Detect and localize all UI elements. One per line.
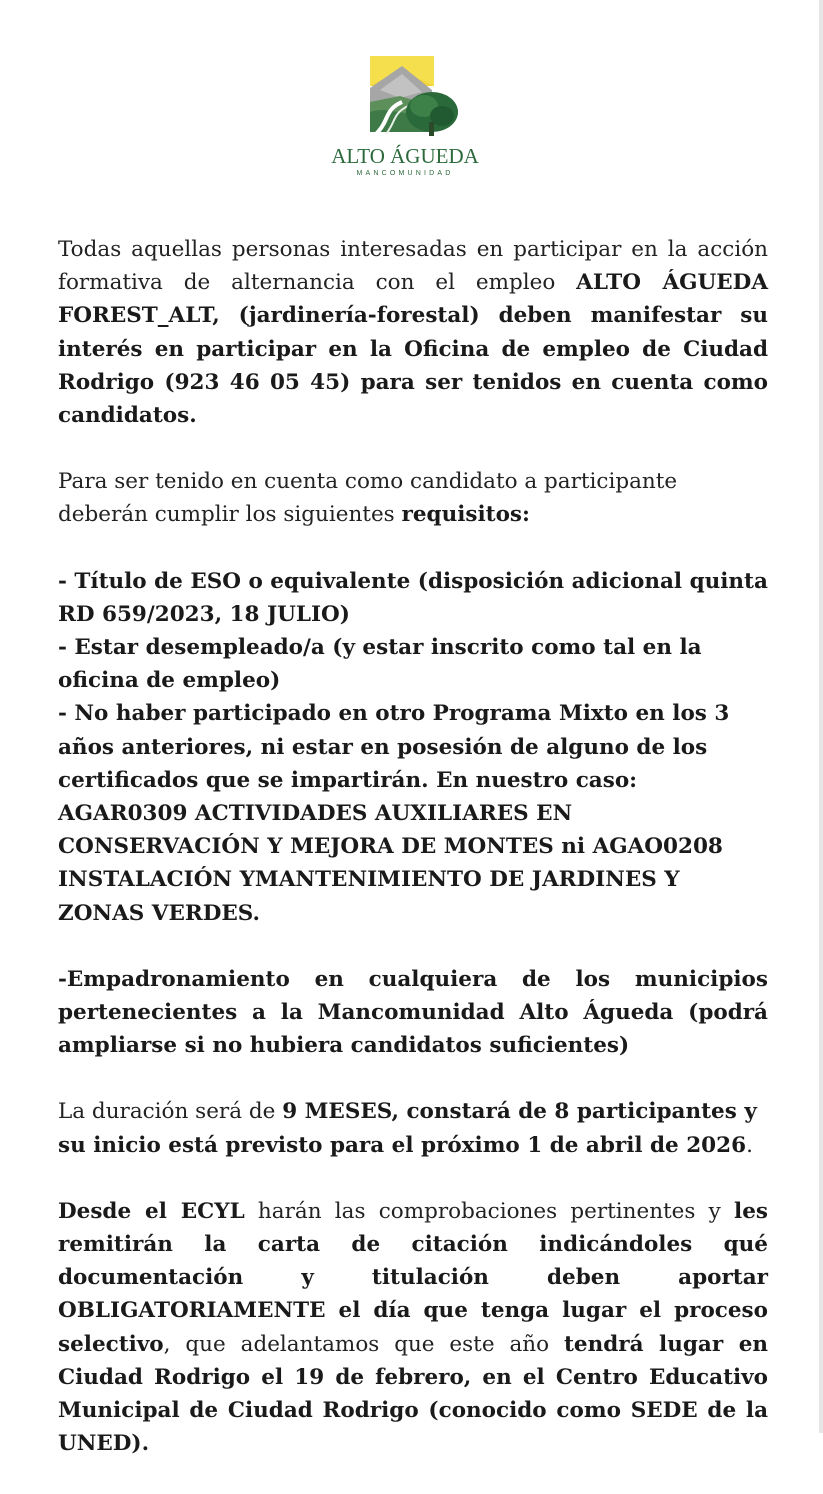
logo-name: ALTO ÁGUEDA <box>331 144 479 168</box>
ecyl-bold-3: tendrá lugar en Ciudad Rodrigo el 19 de febrero, en el Centro Educativo Municipal de Ciudad Rodrigo (conocido como SEDE de la UNED). <box>58 1331 769 1457</box>
requirement-2: - Estar desempleado/a (y estar inscrito como tal en la oficina de empleo) <box>58 635 702 694</box>
requirements-heading: requisitos: <box>401 502 530 528</box>
ecyl-bold-1: Desde el ECYL <box>58 1198 245 1224</box>
duration-end: . <box>746 1132 753 1158</box>
intro-bold: ALTO ÁGUEDA FOREST_ALT, (jardinería-forestal) deben manifestar su interés en participar en la Oficina de empleo de Ciudad Rodrigo (923 46 05 45) para ser tenidos en cuenta como candidatos. <box>58 270 768 429</box>
requirements-intro-paragraph <box>58 465 768 531</box>
logo-mark-icon <box>330 50 480 142</box>
requirement-item <box>58 697 768 929</box>
announcement-body <box>58 233 768 1494</box>
requirement-item <box>58 631 768 697</box>
requirement-3: - No haber participado en otro Programa Mixto en los 3 años anteriores, ni estar en posesión de alguno de los certificados que se impartirán. En nuestro caso: AGAR0309 ACTIVIDADES AUXILIARES EN CONSERVACIÓN Y MEJORA DE MONTES ni AGAO0208 INSTALACIÓN YMANTENIMIENTO DE JARDINES Y ZONAS VERDES. <box>58 701 730 926</box>
page-edge <box>819 0 823 1433</box>
requirement-item <box>58 963 768 1063</box>
ecyl-bold-2: les remitirán la carta de citación indicándoles qué documentación y titulación deben aportar OBLIGATORIAMENTE el día que tenga lugar el proceso selectivo <box>58 1198 768 1357</box>
requirement-4: -Empadronamiento en cualquiera de los municipios pertenecientes a la Mancomunidad Alto Águeda (podrá ampliarse si no hubiera candidatos suficientes) <box>58 966 768 1059</box>
logo <box>330 50 480 180</box>
logo-subtitle: MANCOMUNIDAD <box>356 170 454 177</box>
duration-bold: 9 MESES, constará de 8 participantes y su inicio está previsto para el próximo 1 de abril de 2026 <box>58 1099 757 1158</box>
duration-paragraph <box>58 1095 768 1161</box>
requirements-intro-text: Para ser tenido en cuenta como candidato a participante deberán cumplir los siguientes <box>58 469 678 528</box>
intro-text: Todas aquellas personas interesadas en participar en la acción formativa de alternancia con el empleo <box>58 237 768 296</box>
requirement-item <box>58 565 768 631</box>
ecyl-text-1: harán las comprobaciones pertinentes y <box>244 1198 735 1224</box>
ecyl-text-2: , que adelantamos que este año <box>163 1331 564 1357</box>
duration-text: La duración será de <box>58 1099 283 1125</box>
intro-paragraph <box>58 233 768 432</box>
ecyl-paragraph <box>58 1195 768 1461</box>
requirement-1: - Título de ESO o equivalente (disposición adicional quinta RD 659/2023, 18 JULIO) <box>58 568 768 627</box>
